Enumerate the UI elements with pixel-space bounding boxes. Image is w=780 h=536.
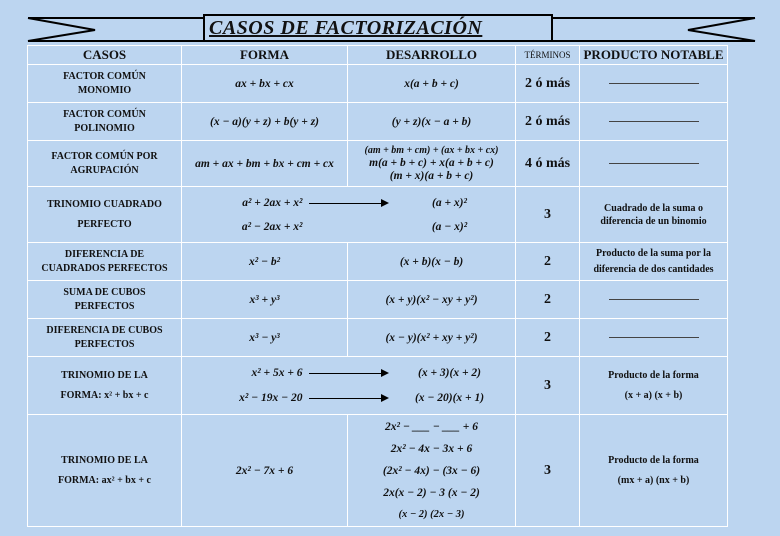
table-row bbox=[28, 319, 728, 357]
caso-cell bbox=[28, 65, 182, 103]
caso-line: TRINOMIO CUADRADO bbox=[47, 198, 162, 210]
caso-cell bbox=[28, 319, 182, 357]
table-row bbox=[28, 103, 728, 141]
arrow-icon bbox=[309, 369, 389, 377]
desarrollo-line: (x + 3)(x + 2) bbox=[418, 366, 481, 379]
desarrollo-cell: (x + b)(x − b) bbox=[348, 243, 516, 281]
caso-line: FORMA: ax² + bx + c bbox=[58, 474, 151, 486]
forma-cell: x³ + y³ bbox=[182, 281, 348, 319]
caso-line: PERFECTOS bbox=[74, 300, 135, 312]
caso-cell bbox=[28, 187, 182, 243]
producto-line: (x + a) (x + b) bbox=[624, 389, 683, 401]
producto-line: (mx + a) (nx + b) bbox=[617, 474, 690, 486]
table-row bbox=[28, 243, 728, 281]
desarrollo-cell bbox=[348, 141, 516, 187]
desarrollo-cell bbox=[348, 415, 516, 527]
caso-line: FORMA: x² + bx + c bbox=[60, 389, 149, 401]
producto-line: Cuadrado de la suma o bbox=[604, 202, 703, 214]
producto-cell bbox=[580, 319, 728, 357]
header-casos: CASOS bbox=[28, 46, 182, 65]
caso-line: DIFERENCIA DE CUBOS bbox=[46, 324, 163, 336]
caso-cell bbox=[28, 357, 182, 415]
arrow-icon bbox=[309, 394, 389, 402]
desarrollo-cell: (y + z)(x − a + b) bbox=[348, 103, 516, 141]
empty-dash bbox=[609, 299, 699, 300]
caso-line: TRINOMIO DE LA bbox=[61, 454, 148, 466]
caso-line: PERFECTO bbox=[77, 218, 132, 230]
caso-cell bbox=[28, 141, 182, 187]
desarrollo-line: (a − x)² bbox=[431, 220, 468, 233]
desarrollo-cell: (x − y)(x² + xy + y²) bbox=[348, 319, 516, 357]
table-row bbox=[28, 415, 728, 527]
desarrollo-line: (x − 20)(x + 1) bbox=[414, 391, 485, 404]
producto-cell bbox=[580, 103, 728, 141]
empty-dash bbox=[609, 121, 699, 122]
caso-line: POLINOMIO bbox=[74, 122, 135, 134]
caso-cell bbox=[28, 281, 182, 319]
caso-line: FACTOR COMÚN bbox=[63, 108, 146, 120]
forma-line: x² − 19x − 20 bbox=[239, 391, 303, 404]
desarrollo-line: (m + x)(a + b + c) bbox=[389, 170, 474, 182]
terminos-cell: 2 bbox=[516, 243, 580, 281]
caso-line: DIFERENCIA DE bbox=[64, 248, 145, 260]
factorization-table bbox=[27, 45, 728, 527]
table-row bbox=[28, 141, 728, 187]
table-row bbox=[28, 281, 728, 319]
forma-line: a² − 2ax + x² bbox=[241, 220, 303, 233]
table-row bbox=[28, 65, 728, 103]
forma-desarrollo-cell bbox=[182, 357, 516, 415]
table-row bbox=[28, 187, 728, 243]
producto-cell bbox=[580, 141, 728, 187]
forma-desarrollo-cell bbox=[182, 187, 516, 243]
terminos-cell: 2 ó más bbox=[516, 103, 580, 141]
terminos-cell: 2 bbox=[516, 319, 580, 357]
empty-dash bbox=[609, 163, 699, 164]
forma-cell: am + ax + bm + bx + cm + cx bbox=[182, 141, 348, 187]
terminos-cell: 2 bbox=[516, 281, 580, 319]
desarrollo-cell: (x + y)(x² − xy + y²) bbox=[348, 281, 516, 319]
producto-line: Producto de la suma por la bbox=[596, 247, 711, 259]
caso-cell bbox=[28, 415, 182, 527]
terminos-cell: 3 bbox=[516, 187, 580, 243]
producto-cell bbox=[580, 243, 728, 281]
caso-line: TRINOMIO DE LA bbox=[61, 369, 148, 381]
producto-line: Producto de la forma bbox=[608, 369, 699, 381]
producto-cell bbox=[580, 187, 728, 243]
desarrollo-cell: x(a + b + c) bbox=[348, 65, 516, 103]
title-box bbox=[203, 14, 553, 42]
producto-line: diferencia de un binomio bbox=[600, 215, 707, 227]
desarrollo-line: m(a + b + c) + x(a + b + c) bbox=[369, 157, 494, 169]
forma-cell: 2x² − 7x + 6 bbox=[182, 415, 348, 527]
terminos-cell: 4 ó más bbox=[516, 141, 580, 187]
arrow-icon bbox=[309, 199, 389, 207]
desarrollo-line: (2x² − 4x) − (3x − 6) bbox=[382, 464, 481, 477]
page-title: CASOS DE FACTORIZACIÓN bbox=[209, 17, 483, 39]
producto-line: diferencia de dos cantidades bbox=[593, 263, 714, 275]
desarrollo-line: (am + bm + cm) + (ax + bx + cx) bbox=[364, 145, 499, 156]
header-row bbox=[28, 46, 728, 65]
producto-cell bbox=[580, 357, 728, 415]
producto-cell bbox=[580, 281, 728, 319]
mapping-line bbox=[182, 215, 515, 239]
caso-line: MONOMIO bbox=[77, 84, 132, 96]
forma-cell: ax + bx + cx bbox=[182, 65, 348, 103]
caso-cell bbox=[28, 243, 182, 281]
empty-dash bbox=[609, 83, 699, 84]
header-producto: PRODUCTO NOTABLE bbox=[580, 46, 728, 65]
forma-cell: x² − b² bbox=[182, 243, 348, 281]
terminos-cell: 3 bbox=[516, 357, 580, 415]
caso-line: FACTOR COMÚN bbox=[63, 70, 146, 82]
caso-line: PERFECTOS bbox=[74, 338, 135, 350]
empty-dash bbox=[609, 337, 699, 338]
caso-line: CUADRADOS PERFECTOS bbox=[41, 262, 168, 274]
producto-cell bbox=[580, 415, 728, 527]
mapping-line bbox=[182, 191, 515, 215]
header-forma: FORMA bbox=[182, 46, 348, 65]
desarrollo-line: (x − 2) (2x − 3) bbox=[398, 508, 465, 520]
forma-line: a² + 2ax + x² bbox=[242, 196, 303, 209]
producto-cell bbox=[580, 65, 728, 103]
header-terminos: TÉRMINOS bbox=[516, 46, 580, 65]
terminos-cell: 2 ó más bbox=[516, 65, 580, 103]
desarrollo-line: 2x² − ___ − ___ + 6 bbox=[385, 420, 478, 433]
terminos-cell: 3 bbox=[516, 415, 580, 527]
producto-line: Producto de la forma bbox=[608, 454, 699, 466]
mapping-line bbox=[182, 361, 515, 386]
desarrollo-line: (a + x)² bbox=[432, 196, 467, 209]
forma-cell: x³ − y³ bbox=[182, 319, 348, 357]
caso-line: AGRUPACIÓN bbox=[70, 164, 139, 176]
caso-cell bbox=[28, 103, 182, 141]
table-row bbox=[28, 357, 728, 415]
caso-line: FACTOR COMÚN POR bbox=[51, 150, 158, 162]
caso-line: SUMA DE CUBOS bbox=[63, 286, 146, 298]
desarrollo-line: 2x² − 4x − 3x + 6 bbox=[390, 442, 473, 455]
header-desarrollo: DESARROLLO bbox=[348, 46, 516, 65]
forma-cell: (x − a)(y + z) + b(y + z) bbox=[182, 103, 348, 141]
forma-line: x² + 5x + 6 bbox=[251, 366, 303, 379]
mapping-line bbox=[182, 386, 515, 411]
desarrollo-line: 2x(x − 2) − 3 (x − 2) bbox=[383, 486, 480, 499]
